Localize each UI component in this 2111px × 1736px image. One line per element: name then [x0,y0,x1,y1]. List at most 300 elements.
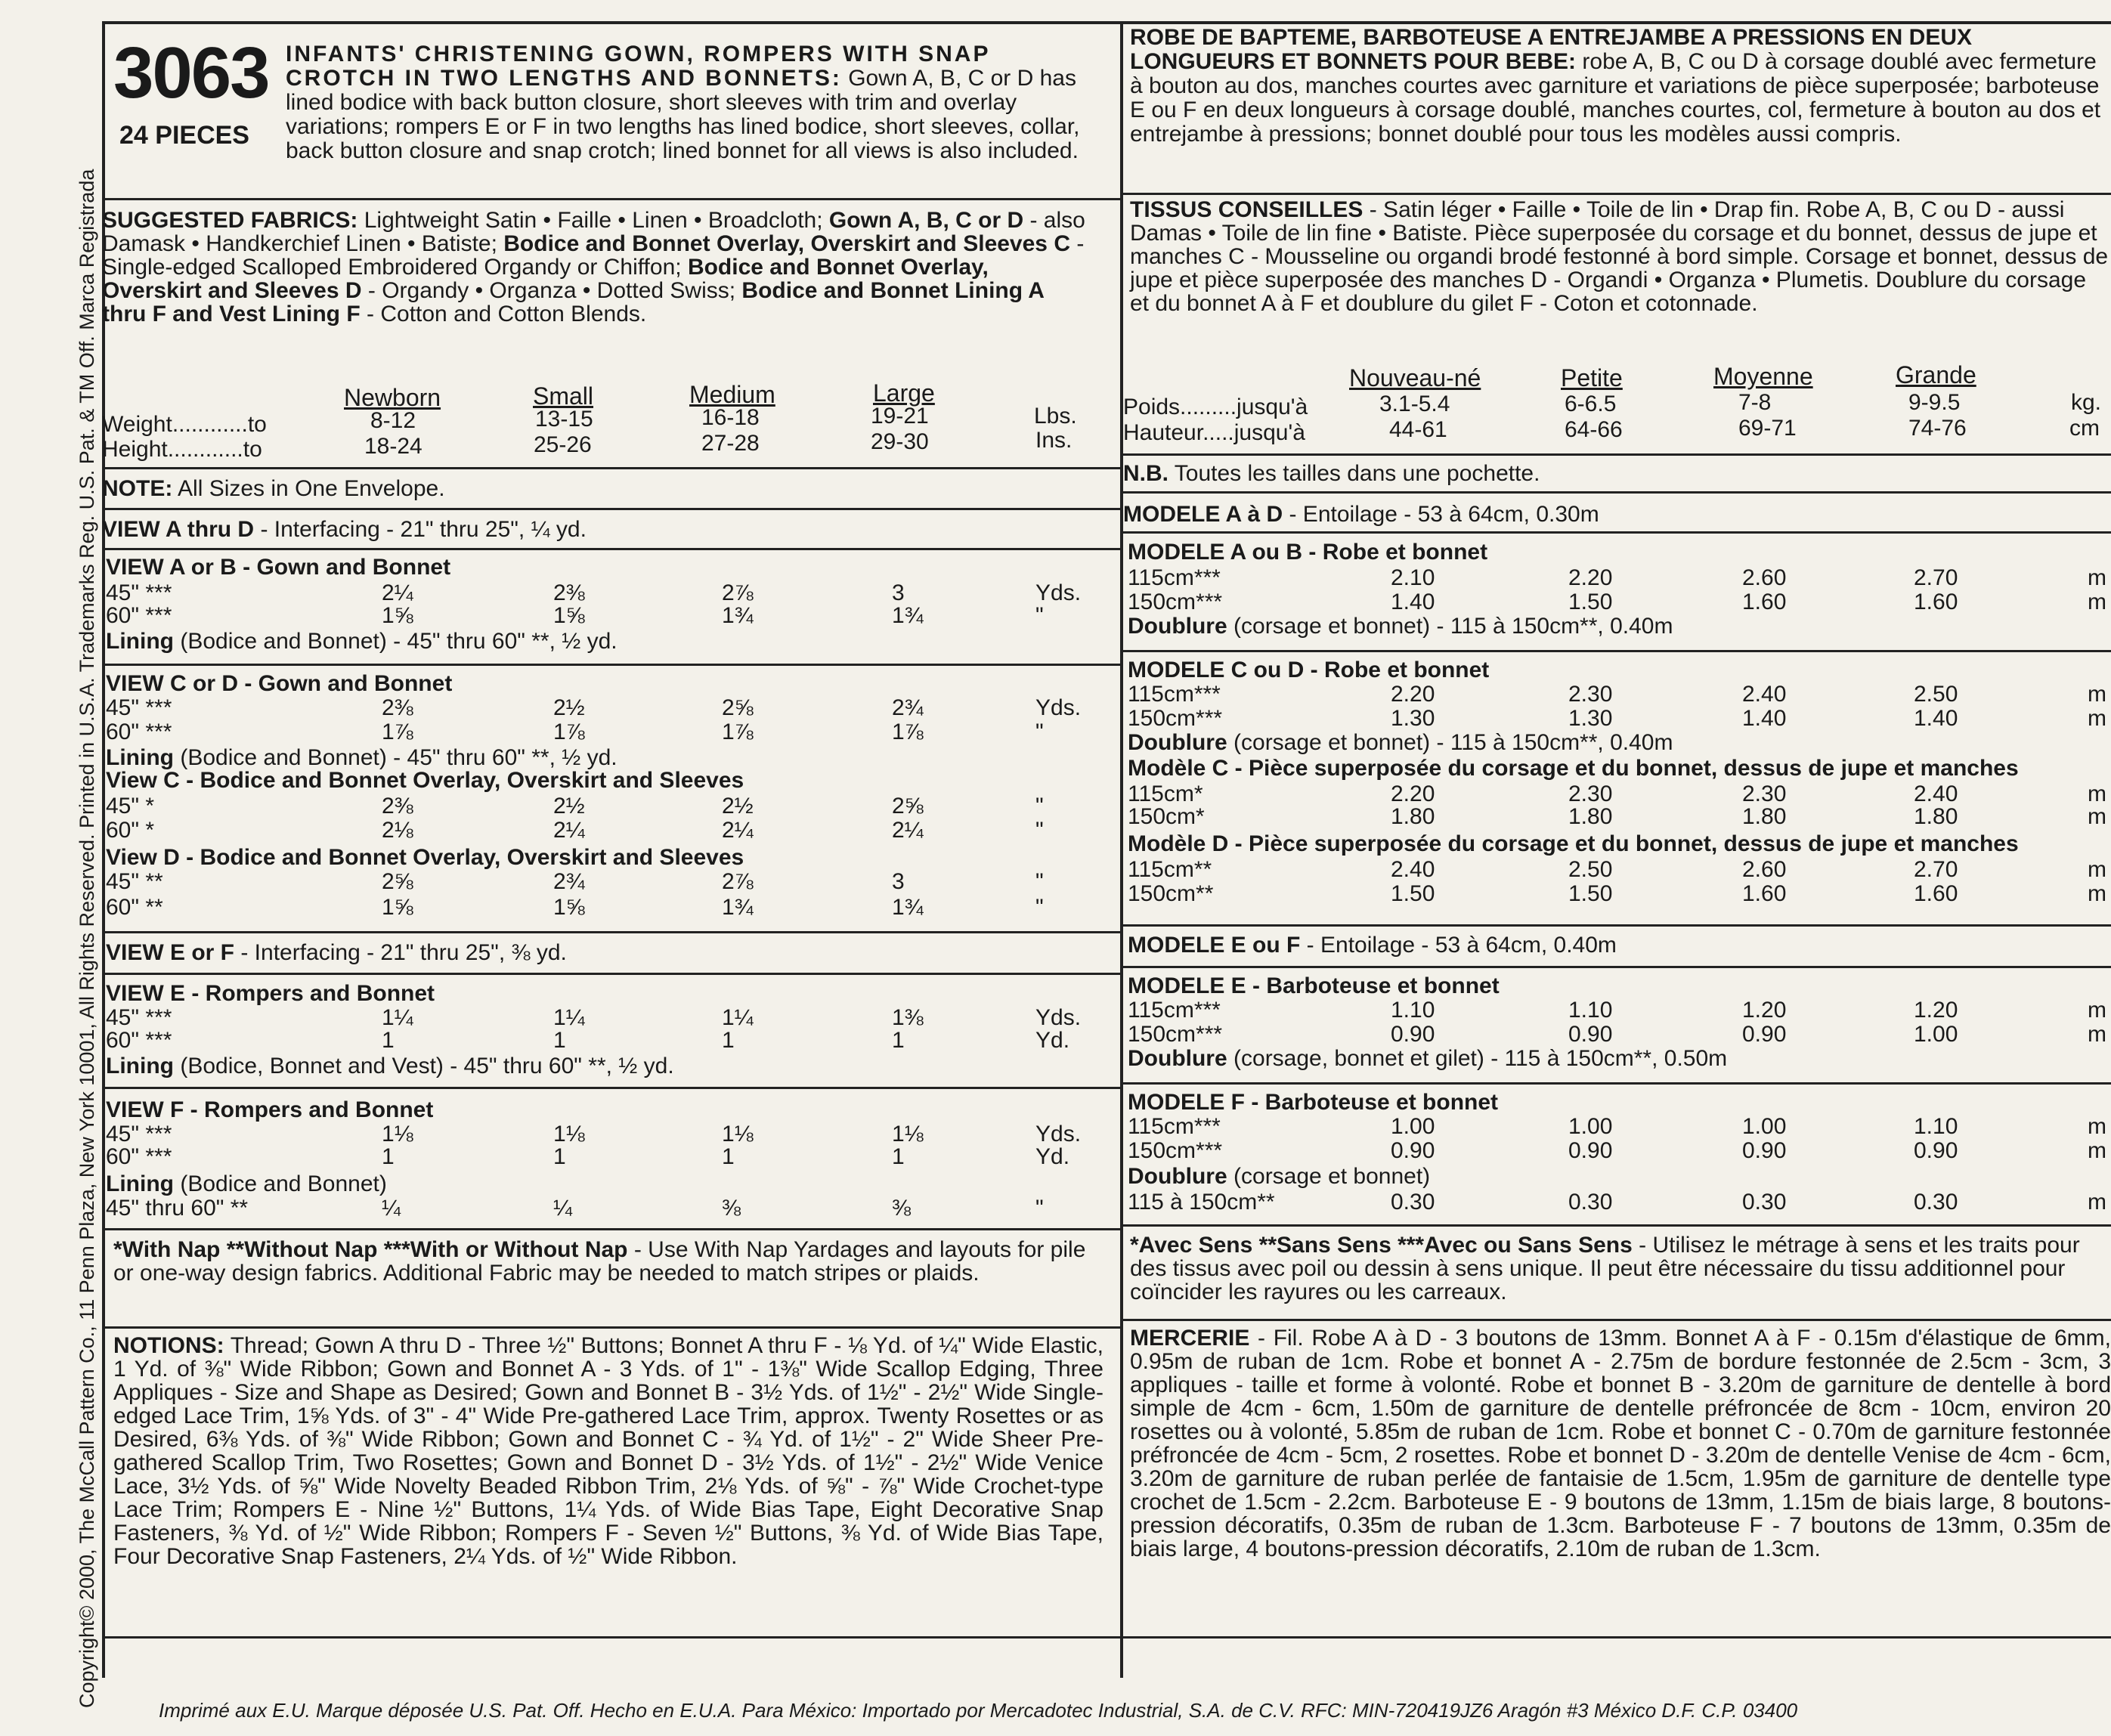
rule [102,973,1120,975]
yardage-value: 1.60 [1742,589,1787,614]
unit: Yds. [1035,1122,1082,1147]
lining-label: Lining [106,629,174,654]
size-header: Large [873,379,935,407]
mod-ad-interfacing [1123,502,1599,528]
rule [102,1087,1120,1089]
view-title: MODELE A ou B - Robe et bonnet [1128,540,1488,565]
yardage-value: 1⅞ [553,719,585,744]
fabric-width: 150cm** [1128,881,1214,906]
yardage-value: 2¼ [892,818,924,843]
yardage-value: 2⅜ [382,695,413,720]
suggested-fabrics [102,209,1092,326]
rule [1123,453,2111,456]
yardage-value: 2.40 [1742,682,1787,707]
yardage-value: 2¼ [722,818,754,843]
yardage-value: 1.50 [1568,881,1613,906]
fabric-width: 45" ** [106,869,163,894]
pattern-number: 3063 [113,32,269,113]
yardage-value: 1.60 [1914,881,1958,906]
unit: " [1035,818,1044,843]
yardage-value: 2.30 [1742,781,1787,806]
fr-fabrics-label: TISSUS CONSEILLES [1130,197,1363,222]
view-title: VIEW A or B - Gown and Bonnet [106,555,451,580]
size-header: Medium [689,381,775,408]
yardage-value: 1⅝ [553,603,585,628]
view-title: View D - Bodice and Bonnet Overlay, Overskirt and Sleeves [106,845,744,870]
lining-line [1128,1046,1727,1072]
unit: m [2088,706,2106,731]
yardage-value: 1.00 [1568,1114,1613,1139]
weight-label: Poids.........jusqu'à [1123,395,1308,419]
yardage-value: 1 [722,1144,735,1169]
yardage-value: 3 [892,580,905,605]
unit: m [2088,1114,2106,1139]
lining-text: (Bodice and Bonnet) [180,1171,387,1196]
unit: m [2088,1022,2106,1047]
lining-line [106,629,618,654]
yardage-value: 1⅝ [382,895,413,920]
yardage-value: 1¼ [553,1005,585,1030]
lining-label: Doublure [1128,1164,1227,1189]
yardage-value: 1⅝ [553,895,585,920]
rule [102,198,1120,200]
fabric-width: 115cm*** [1128,998,1221,1023]
pattern-title: INFANTS' CHRISTENING GOWN, ROMPERS WITH SNAP CROTCH IN TWO LENGTHS AND BONNETS: [286,42,990,91]
fr-description [1130,26,2111,147]
view-ef-interfacing [106,940,567,966]
fabric-width: 60" * [106,818,155,843]
view-text: - Interfacing - 21" thru 25", ⅜ yd. [240,940,567,965]
fabrics-text: Lightweight Satin • Faille • Linen • Broadcloth; [364,208,823,233]
view-label: VIEW A thru D [102,517,255,542]
yardage-value: 0.30 [1914,1190,1958,1215]
yardage-value: 2.60 [1742,857,1787,882]
yardage-value: 2.70 [1914,857,1958,882]
pattern-desc-text: Gown A, B, C or D has lined bodice with back button closure, short sleeves with trim and overlay variations; rompers E or F in two lengths has lined bodice, short sleeves, collar, back button closure and snap crotch; lined bonnet for all views is also included. [286,66,1080,163]
lining-label: Doublure [1128,614,1227,639]
yardage-value: 2.20 [1391,682,1435,707]
yardage-value: 0.30 [1568,1190,1613,1215]
lining-label: Lining [106,1171,174,1196]
size-header: Small [533,382,594,410]
yardage-value: 2⅛ [382,818,413,843]
yardage-value: 1 [892,1144,905,1169]
yardage-value: 0.90 [1568,1022,1613,1047]
yardage-value: 1 [382,1028,395,1053]
fabric-width: 115cm** [1128,857,1212,882]
yardage-value: 2⅞ [722,580,754,605]
fabric-width: 60" *** [106,719,172,744]
unit: " [1035,794,1044,818]
yardage-value: 1.60 [1914,589,1958,614]
yardage-value: 0.30 [1391,1190,1435,1215]
nap-legend [113,1238,1103,1285]
yardage-value: 1.20 [1742,998,1787,1023]
unit: Yds. [1035,580,1082,605]
fr-desc-text: robe A, B, C ou D à corsage doublé avec fermeture à bouton au dos, manches courtes avec garniture et variations de pièce superposée; barboteuse E ou F en deux longueurs à corsage doublé, manches courtes, col, fermeture à bouton au dos et entrejambe à pressions; bonnet doublé pour tous les modèles aussi compris. [1130,49,2101,147]
unit: Yds. [1035,695,1082,720]
lining-label: Lining [106,745,174,770]
view-title: Modèle D - Pièce superposée du corsage et du bonnet, dessus de jupe et manches [1128,831,2019,856]
note-fr [1123,461,1540,487]
footer-legal: Imprimé aux E.U. Marque déposée U.S. Pat. Off. Hecho en E.U.A. Para México: Importado por Mercadotec Industrial, S.A. de C.V. RFC: MIN-720419JZ6 Aragón #3 México D.F. C.P. 03400 [159,1699,1798,1722]
yardage-value: 2.30 [1568,781,1613,806]
unit: m [2088,1138,2106,1163]
yardage-value: 1.80 [1568,804,1613,829]
yardage-value: 2⅜ [382,794,413,818]
yardage-value: 1.50 [1391,881,1435,906]
rule [102,1636,2111,1639]
size-header: Grande [1896,361,1976,388]
fr-sens-legend [1130,1233,2111,1304]
lining-label: Doublure [1128,1046,1227,1071]
notions-text: Thread; Gown A thru D - Three ½" Buttons; Bonnet A thru F - ⅛ Yd. of ¼" Wide Elastic, 1 Yd. of ⅜" Wide Ribbon; Gown and Bonnet A - 3 Yds. of 1" - 1⅜" Wide Scallop Edging, Three Appliques - Size and Shape as Desired; Gown and Bonnet B - 3½ Yds. of 1½" - 2½" Wide Single-edged Lace Trim, 1⅝ Yds. of 3" - 4" Wide Pre-gathered Lace Trim, approx. Twenty Rosettes or as Desired, 6⅜ Yds. of ⅜" Wide Ribbon; Gown and Bonnet C - ¾ Yd. of 1½" - 2" Wide Sheer Pre-gathered Scallop Trim, Two Rosettes; Gown and Bonnet D - 3½ Yds. of 1½" - 2½" Wide Venice Lace, 3½ Yds. of ⅝" Wide Novelty Beaded Ribbon Trim, 2⅛ Yds. of ⅝" - ⅞" Wide Crochet-type Lace Trim; Rompers E - Nine ½" Buttons, 1¼ Yds. of Wide Bias Tape, Eight Decorative Snap Fasteners, ⅜ Yd. of ½" Wide Ribbon; Rompers F - Seven ½" Buttons, ⅜ Yd. of Wide Bias Tape, Four Decorative Snap Fasteners, 2¼ Yds. of ½" Wide Ribbon. [113,1333,1103,1569]
rule [102,508,1120,510]
fabric-width: 115cm* [1128,781,1203,806]
yardage-value: 2¾ [892,695,924,720]
yardage-value: 1.30 [1391,706,1435,731]
unit: " [1035,869,1044,894]
yardage-value: 1⅛ [553,1122,585,1147]
yardage-value: 2¼ [382,580,413,605]
lining-text: (corsage et bonnet) - 115 à 150cm**, 0.40m [1233,614,1673,639]
mercerie-text: - Fil. Robe A à D - 3 boutons de 13mm. Bonnet A à F - 0.15m d'élastique de 6mm, 0.95m de ruban de 1cm. Robe et bonnet A - 2.75m de bordure festonnée de 2.5cm - 3cm, 3 appliques - taille et forme à volonté. Robe et bonnet B - 3.20m de garniture de dentelle à bord simple de 4cm - 6cm, 1.50m de garniture de dentelle préfroncée de 8cm - 10cm, environ 20 rosettes ou à volonté, 5.85m de ruban de 1cm. Robe et bonnet C - 0.70m de garniture festonnée préfroncée de 4cm - 5cm, 2 rosettes. Robe et bonnet D - 3.20m de dentelle Venise de 4cm - 6cm, 3.20m de garniture de ruban perlée de fantaisie de 1.5cm, 1.95m de garniture de dentelle type crochet de 1.5cm - 2.2cm. Barboteuse E - 9 boutons de 13mm, 1.15m de biais large, 8 boutons-pression décoratifs, 0.35m de ruban de 1.3cm. Barboteuse F - 7 boutons de 13mm, 0.35m de biais large, 4 boutons-pression décoratifs, 2.10m de ruban de 1.3cm. [1130,1326,2111,1561]
yardage-value: 1.00 [1742,1114,1787,1139]
yardage-value: ¼ [553,1196,573,1221]
yardage-value: 2.20 [1391,781,1435,806]
yardage-value: 1¾ [892,603,924,628]
fabric-width: 115cm*** [1128,682,1221,707]
pattern-description [286,42,1094,163]
yardage-value: 1.40 [1914,706,1958,731]
view-ad-interfacing [102,517,587,543]
rule [1123,193,2111,195]
nap-text: - Use With Nap Yardages and layouts for pile or one-way design fabrics. Additional Fabric may be needed to match stripes or plaids. [113,1237,1086,1286]
rule [1123,531,2111,534]
yardage-value: 1¼ [382,1005,413,1030]
fabrics-text: - Organdy • Organza • Dotted Swiss; [367,278,736,303]
piece-count: 24 PIECES [119,121,249,150]
yardage-value: 1.10 [1391,998,1435,1023]
yardage-value: 1⅞ [892,719,924,744]
fabrics-text: Bodice and Bonnet Overlay, Overskirt and Sleeves D [102,255,989,303]
yardage-value: 2.30 [1568,682,1613,707]
yardage-value: 1¾ [722,603,754,628]
note-text: Toutes les tailles dans une pochette. [1174,461,1540,486]
view-title: VIEW E - Rompers and Bonnet [106,981,435,1006]
yardage-value: 0.90 [1742,1138,1787,1163]
size-value: 74-76 [1908,416,1967,441]
fr-fabrics [1130,198,2111,315]
size-value: 9-9.5 [1908,390,1961,415]
unit: " [1035,895,1044,920]
yardage-value: 1⅛ [722,1122,754,1147]
view-text: - Entoilage - 53 à 64cm, 0.40m [1306,933,1617,958]
rule [1123,1082,2111,1085]
yardage-value: 1.80 [1914,804,1958,829]
yardage-value: 2¼ [553,818,585,843]
yardage-value: 2⅝ [722,695,754,720]
height-label: Hauteur.....jusqu'à [1123,420,1305,445]
size-header: Nouveau-né [1349,364,1481,391]
rule [1123,1319,2111,1321]
view-title: View C - Bodice and Bonnet Overlay, Overskirt and Sleeves [106,768,744,793]
yardage-value: 1⅝ [382,603,413,628]
rule [102,548,1120,550]
yardage-value: 2.40 [1914,781,1958,806]
yardage-value: 2⅝ [382,869,413,894]
fabric-width: 45" *** [106,580,172,605]
yardage-value: 1¾ [892,895,924,920]
unit: " [1035,719,1044,744]
rule [102,1228,1120,1230]
fabrics-text: Bodice and Bonnet Lining A thru F and Vest Lining F [102,278,1044,326]
yardage-value: 2½ [722,794,754,818]
size-value: 19-21 [871,404,929,429]
unit: cm [2069,416,2100,441]
fr-fabrics-text: - Satin léger • Faille • Toile de lin • Drap fin. Robe A, B, C ou D - aussi Damas • Toile de lin fine • Batiste. Pièce superposée du corsage et du bonnet, dessus de jupe et manches C - Mousseline ou organdi brodé festonné à bord simple. Corsage et bonnet, dessus de jupe et pièce superposée des manches D - Organdi • Organza • Plumetis. Doublure du corsage et du bonnet A à F et doublure du gilet F - Coton et cotonnade. [1130,197,2109,316]
size-value: 7-8 [1738,390,1772,415]
unit: m [2088,565,2106,590]
lining-text: (Bodice and Bonnet) - 45" thru 60" **, ½ yd. [180,745,618,770]
fabric-width: 45" thru 60" ** [106,1196,249,1221]
yardage-value: 1⅞ [722,719,754,744]
yardage-value: 1⅞ [382,719,413,744]
yardage-value: 1.80 [1391,804,1435,829]
language-divider [1120,21,1123,1678]
view-label: MODELE E ou F [1128,933,1301,958]
yardage-value: 1.40 [1391,589,1435,614]
yardage-value: 1.00 [1914,1022,1958,1047]
unit: Yd. [1035,1144,1070,1169]
yardage-value: 1.50 [1568,589,1613,614]
height-label: Height............to [102,437,262,462]
yardage-value: 2.60 [1742,565,1787,590]
view-title: VIEW C or D - Gown and Bonnet [106,671,453,696]
yardage-value: 2.40 [1391,857,1435,882]
size-header: Newborn [344,384,441,411]
size-value: 3.1-5.4 [1379,391,1450,416]
yardage-value: 1.20 [1914,998,1958,1023]
view-title: Modèle C - Pièce superposée du corsage et du bonnet, dessus de jupe et manches [1128,756,2019,781]
lining-label: Lining [106,1054,174,1078]
mod-ef-interfacing [1128,933,1617,958]
yardage-value: 1.40 [1742,706,1787,731]
yardage-value: 1 [722,1028,735,1053]
yardage-value: 1 [553,1144,566,1169]
view-label: MODELE A à D [1123,502,1283,527]
fabric-width: 150cm*** [1128,1138,1223,1163]
yardage-value: 1.80 [1742,804,1787,829]
yardage-value: 2.10 [1391,565,1435,590]
sens-label: *Avec Sens **Sans Sens ***Avec ou Sans Sens [1130,1233,1633,1258]
size-value: 29-30 [871,429,929,454]
size-value: 18-24 [364,434,423,459]
yardage-value: 1.60 [1742,881,1787,906]
unit: Ins. [1035,428,1073,453]
size-value: 25-26 [534,432,592,457]
yardage-value: 0.90 [1914,1138,1958,1163]
rule [1123,491,2111,494]
lining-line [106,1171,387,1197]
yardage-value: 2.50 [1568,857,1613,882]
yardage-value: 1⅜ [892,1005,924,1030]
unit: m [2088,857,2106,882]
fabric-width: 150cm*** [1128,706,1223,731]
fabric-width: 60" *** [106,603,172,628]
yardage-value: ¼ [382,1196,401,1221]
lining-line [1128,1164,1430,1190]
unit: kg. [2071,390,2102,415]
size-value: 6-6.5 [1565,391,1617,416]
lining-text: (Bodice and Bonnet) - 45" thru 60" **, ½ yd. [180,629,618,654]
fabrics-text: - Cotton and Cotton Blends. [367,302,647,326]
nap-label: *With Nap **Without Nap ***With or Without Nap [113,1237,628,1262]
view-title: MODELE E - Barboteuse et bonnet [1128,973,1500,998]
rule [102,467,1120,469]
yardage-value: 1.00 [1391,1114,1435,1139]
size-header: Moyenne [1713,363,1813,390]
view-text: - Entoilage - 53 à 64cm, 0.30m [1289,502,1599,527]
mercerie [1130,1326,2111,1561]
fabric-width: 115cm*** [1128,1114,1221,1139]
lining-line [106,1054,674,1079]
note-text: All Sizes in One Envelope. [178,476,445,501]
lining-label: Doublure [1128,730,1227,755]
unit: " [1035,603,1044,628]
yardage-value: 0.90 [1568,1138,1613,1163]
fabric-width: 45" * [106,794,155,818]
size-value: 69-71 [1738,416,1797,441]
size-value: 44-61 [1389,417,1447,442]
lining-line [1128,614,1673,639]
unit: m [2088,804,2106,829]
lining-text: (corsage et bonnet) - 115 à 150cm**, 0.40m [1233,730,1673,755]
unit: m [2088,781,2106,806]
fabric-width: 45" *** [106,1005,172,1030]
fabrics-text: - Single-edged Scalloped Embroidered Organdy or Chiffon; [102,231,1085,280]
fabric-width: 60" ** [106,895,163,920]
view-title: VIEW F - Rompers and Bonnet [106,1097,434,1122]
yardage-value: ⅜ [892,1196,912,1221]
size-value: 27-28 [701,431,760,456]
yardage-value: 2½ [553,695,585,720]
yardage-value: 1⅛ [382,1122,413,1147]
yardage-value: 1¾ [722,895,754,920]
yardage-value: 2⅜ [553,580,585,605]
unit: Lbs. [1034,404,1077,429]
fabric-width: 60" *** [106,1144,172,1169]
yardage-value: 2.70 [1914,565,1958,590]
yardage-value: 2.20 [1568,565,1613,590]
view-title: MODELE C ou D - Robe et bonnet [1128,658,1490,682]
rule [1123,924,2111,927]
size-value: 13-15 [535,407,593,432]
notions [113,1334,1103,1568]
unit: m [2088,589,2106,614]
lining-line [106,745,618,771]
unit: m [2088,682,2106,707]
yardage-value: 3 [892,869,905,894]
sens-text: - Utilisez le métrage à sens et les traits pour des tissus avec poil ou dessin à sens unique. Il peut être nécessaire du tissu additionnel pour coïncider les rayures ou les carreaux. [1130,1233,2080,1304]
yardage-value: 1 [892,1028,905,1053]
yardage-value: 1.30 [1568,706,1613,731]
yardage-value: 2¾ [553,869,585,894]
notions-label: NOTIONS: [113,1333,224,1358]
fr-title: ROBE DE BAPTEME, BARBOTEUSE A ENTREJAMBE A PRESSIONS EN DEUX LONGUEURS ET BONNETS POUR BEBE: [1130,25,1973,74]
rule [102,664,1120,666]
rule [1123,1224,2111,1227]
yardage-value: 0.30 [1742,1190,1787,1215]
fabrics-label: SUGGESTED FABRICS: [102,208,358,233]
view-label: VIEW E or F [106,940,235,965]
weight-label: Weight............to [102,412,267,437]
fabric-width: 115 à 150cm** [1128,1190,1275,1215]
yardage-value: 0.90 [1742,1022,1787,1047]
lining-text: (corsage, bonnet et gilet) - 115 à 150cm**, 0.50m [1233,1046,1728,1071]
size-value: 16-18 [701,405,760,430]
lining-text: (Bodice, Bonnet and Vest) - 45" thru 60" **, ½ yd. [180,1054,674,1078]
unit: m [2088,881,2106,906]
fabric-width: 150cm*** [1128,589,1223,614]
yardage-value: 1 [553,1028,566,1053]
fabrics-text: Gown A, B, C or D [828,208,1024,233]
yardage-value: 0.90 [1391,1138,1435,1163]
unit: m [2088,998,2106,1023]
copyright-text: Copyright© 2000, The McCall Pattern Co., 11 Penn Plaza, New York 10001, All Rights Reserved. Printed in U.S.A. Trademarks Reg. U.S. Pat. & TM Off. Marca Registrada [76,169,98,1708]
fabric-width: 60" *** [106,1028,172,1053]
note-label: NOTE: [102,476,173,501]
yardage-value: 1¼ [722,1005,754,1030]
yardage-value: ⅜ [722,1196,741,1221]
yardage-value: 2.50 [1914,682,1958,707]
note-label: N.B. [1123,461,1168,486]
fabric-width: 45" *** [106,1122,172,1147]
yardage-value: 2⅞ [722,869,754,894]
lining-text: (corsage et bonnet) [1233,1164,1431,1189]
yardage-value: 1 [382,1144,395,1169]
fabrics-text: Bodice and Bonnet Overlay, Overskirt and Sleeves C [503,231,1070,256]
rule [102,1326,1120,1329]
fabric-width: 45" *** [106,695,172,720]
yardage-value: 1.10 [1914,1114,1958,1139]
yardage-value: 0.90 [1391,1022,1435,1047]
lining-line [1128,730,1673,756]
yardage-value: 2⅝ [892,794,924,818]
fabrics-text: - also Damask • Handkerchief Linen • Batiste; [102,208,1085,256]
unit: Yds. [1035,1005,1082,1030]
yardage-value: 1.10 [1568,998,1613,1023]
yardage-value: 1⅛ [892,1122,924,1147]
yardage-value: 2½ [553,794,585,818]
fabric-width: 115cm*** [1128,565,1221,590]
unit: Yd. [1035,1028,1070,1053]
view-title: MODELE F - Barboteuse et bonnet [1128,1090,1499,1115]
unit: " [1035,1196,1044,1221]
mercerie-label: MERCERIE [1130,1326,1250,1351]
rule [1123,966,2111,968]
size-value: 64-66 [1565,417,1623,442]
size-value: 8-12 [370,408,416,433]
rule [102,931,1120,933]
note-en [102,476,445,502]
size-header: Petite [1561,364,1623,391]
fabric-width: 150cm*** [1128,1022,1223,1047]
view-text: - Interfacing - 21" thru 25", ¼ yd. [260,517,587,542]
fabric-width: 150cm* [1128,804,1205,829]
unit: m [2088,1190,2106,1215]
rule [1123,650,2111,652]
